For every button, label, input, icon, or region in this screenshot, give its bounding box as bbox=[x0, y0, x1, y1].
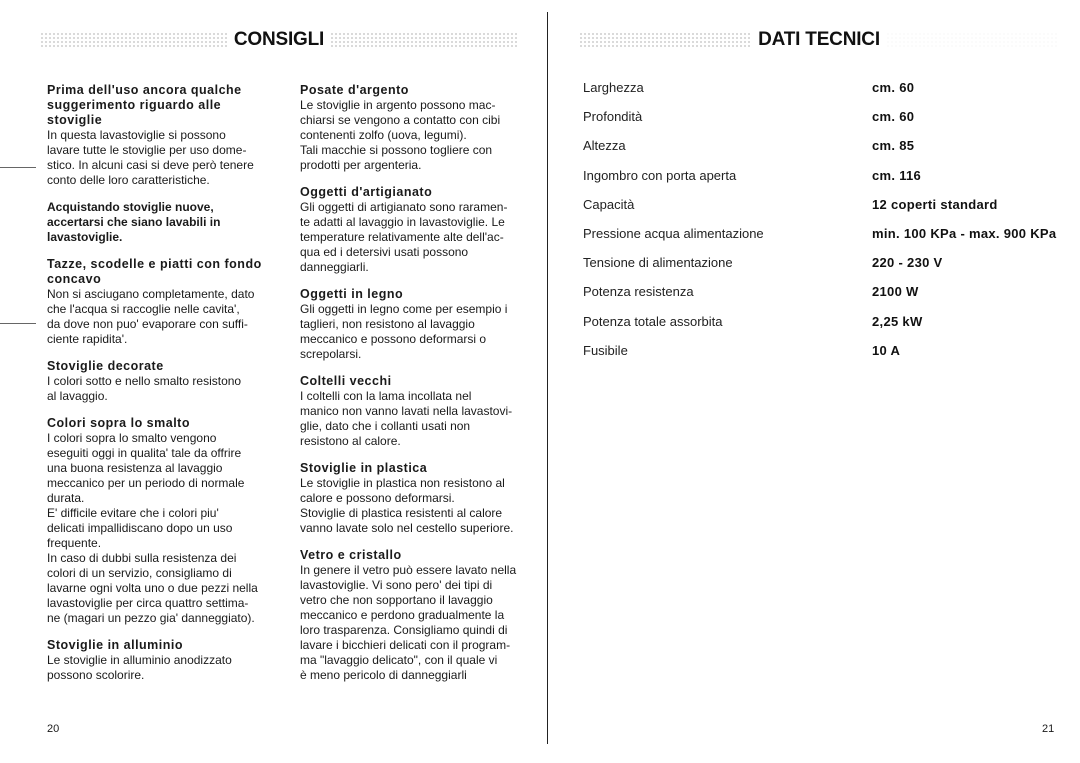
spec-value: min. 100 KPa - max. 900 KPa bbox=[872, 225, 1057, 241]
page-number: 20 bbox=[47, 723, 60, 735]
title-dot-pattern bbox=[40, 32, 228, 48]
tip-text: I colori sotto e nello smalto resistono al lavaggio. bbox=[47, 374, 242, 403]
spec-value: 10 A bbox=[872, 342, 901, 358]
tip-text: Gli oggetti di artigianato sono raramen- te adatti al lavaggio in lavastoviglie. Le temperature relativamente alte dell'ac- qua ed i detersivi usati possono danneggiarli. bbox=[300, 200, 508, 274]
spec-row bbox=[583, 168, 1080, 197]
tip-text: In genere il vetro può essere lavato nella lavastoviglie. Vi sono pero' dei tipi di vetro che non sopportano il lavaggio meccanico e perdono gradualmente la loro trasparenza. Consigliamo quindi di lavare i bicchieri delicati con il program- ma "lavaggio delicato", con il quale vi è meno pericolo di danneggiarli bbox=[300, 563, 517, 682]
tip-heading: Oggetti d'artigianato bbox=[300, 185, 433, 199]
tip-section bbox=[47, 416, 267, 626]
spec-value: 220 - 230 V bbox=[872, 255, 943, 271]
tip-heading: Stoviglie in alluminio bbox=[47, 638, 184, 652]
spec-label: Larghezza bbox=[583, 80, 644, 95]
tip-heading: Prima dell'uso ancora qualche suggerimento riguardo alle stoviglie bbox=[47, 83, 242, 127]
tip-section bbox=[47, 200, 267, 245]
tip-heading: Tazze, scodelle e piatti con fondo concavo bbox=[47, 257, 262, 286]
tip-section bbox=[47, 257, 267, 347]
dati-tecnici-title-bar bbox=[579, 28, 1059, 52]
spec-row bbox=[583, 197, 1080, 226]
tip-text: In questa lavastoviglie si possono lavare tutte le stoviglie per uso dome- stico. In alcuni casi si deve però tenere conto delle loro caratteristiche. bbox=[47, 128, 254, 187]
spec-row bbox=[583, 226, 1080, 255]
spec-row bbox=[583, 138, 1080, 167]
title-dot-pattern bbox=[330, 32, 518, 48]
right-page bbox=[549, 0, 1080, 763]
spec-label: Fusibile bbox=[583, 342, 628, 358]
spec-row bbox=[583, 284, 1080, 313]
spec-row bbox=[583, 314, 1080, 343]
spec-value: cm. 116 bbox=[872, 167, 922, 183]
tip-section bbox=[300, 83, 520, 173]
page-divider bbox=[547, 12, 548, 744]
page-title: DATI TECNICI bbox=[758, 29, 880, 50]
specs-table bbox=[583, 80, 1080, 372]
tip-text: Le stoviglie in alluminio anodizzato possono scolorire. bbox=[47, 653, 232, 682]
tip-section bbox=[300, 548, 520, 683]
spec-label: Potenza resistenza bbox=[583, 284, 694, 300]
spec-label: Potenza totale assorbita bbox=[583, 313, 723, 329]
tip-text: I coltelli con la lama incollata nel manico non vanno lavati nella lavastovi- glie, dato che i collanti usati non resistono al calore. bbox=[300, 389, 513, 448]
edge-mark bbox=[0, 323, 36, 324]
spec-label: Profondità bbox=[583, 109, 643, 125]
spec-label: Ingombro con porta aperta bbox=[583, 167, 737, 183]
tips-column-1 bbox=[47, 83, 267, 695]
tip-section bbox=[47, 638, 267, 683]
tip-text: I colori sopra lo smalto vengono eseguiti oggi in qualita' tale da offrire una buona resistenza al lavaggio meccanico per un periodo di normale durata. E' difficile evitare che i colori piu' delicati impallidiscano dopo un uso frequente. In caso di dubbi sulla resistenza dei colori di un servizio, consigliamo di lavarne ogni volta uno o due pezzi nella lavastoviglie per circa quattro settima- ne (magari un pezzo gia' danneggiato). bbox=[47, 431, 258, 625]
spec-row bbox=[583, 109, 1080, 138]
tip-text: Non si asciugano completamente, dato che l'acqua si raccoglie nelle cavita', da dove non puo' evaporare con suffi- ciente rapidita'. bbox=[47, 287, 255, 346]
tip-heading: Coltelli vecchi bbox=[300, 374, 392, 388]
tip-section bbox=[47, 83, 267, 188]
title-dot-pattern bbox=[579, 32, 752, 48]
spec-value: 12 coperti standard bbox=[872, 196, 998, 212]
tip-heading: Stoviglie in plastica bbox=[300, 461, 428, 475]
page-title: CONSIGLI bbox=[233, 29, 325, 50]
spec-row bbox=[583, 80, 1080, 109]
tip-section bbox=[300, 185, 520, 275]
spec-label: Tensione di alimentazione bbox=[583, 255, 733, 271]
spec-value: 2100 W bbox=[872, 284, 919, 300]
tip-heading: Stoviglie decorate bbox=[47, 359, 164, 373]
spec-label: Altezza bbox=[583, 138, 626, 154]
tips-column-2 bbox=[300, 83, 520, 695]
spec-row bbox=[583, 255, 1080, 284]
spec-value: 2,25 kW bbox=[872, 313, 923, 329]
page-number: 21 bbox=[1042, 723, 1055, 735]
tip-heading: Posate d'argento bbox=[300, 83, 409, 97]
tip-section bbox=[47, 359, 267, 404]
tip-heading: Vetro e cristallo bbox=[300, 548, 402, 562]
consigli-title-bar bbox=[40, 28, 518, 52]
spec-value: cm. 60 bbox=[872, 80, 915, 95]
edge-mark bbox=[0, 167, 36, 168]
tip-text: Acquistando stoviglie nuove, accertarsi che siano lavabili in lavastoviglie. bbox=[47, 200, 221, 244]
tip-section bbox=[300, 374, 520, 449]
spec-label: Pressione acqua alimentazione bbox=[583, 225, 764, 241]
tip-section bbox=[300, 461, 520, 536]
spec-value: cm. 85 bbox=[872, 138, 915, 154]
title-dot-pattern bbox=[886, 32, 1059, 48]
tip-section bbox=[300, 287, 520, 362]
spec-value: cm. 60 bbox=[872, 109, 915, 125]
tip-heading: Oggetti in legno bbox=[300, 287, 404, 301]
tip-text: Le stoviglie in argento possono mac- chiarsi se vengono a contatto con cibi contenenti zolfo (uova, legumi). Tali macchie si possono togliere con prodotti per argenteria. bbox=[300, 98, 501, 172]
tip-heading: Colori sopra lo smalto bbox=[47, 416, 190, 430]
spec-row bbox=[583, 343, 1080, 372]
tip-text: Gli oggetti in legno come per esempio i taglieri, non resistono al lavaggio meccanico e possono deformarsi o screpolarsi. bbox=[300, 302, 508, 361]
spec-label: Capacità bbox=[583, 196, 635, 212]
tip-text: Le stoviglie in plastica non resistono al calore e possono deformarsi. Stoviglie di plastica resistenti al calore vanno lavate solo nel cestello superiore. bbox=[300, 476, 514, 535]
